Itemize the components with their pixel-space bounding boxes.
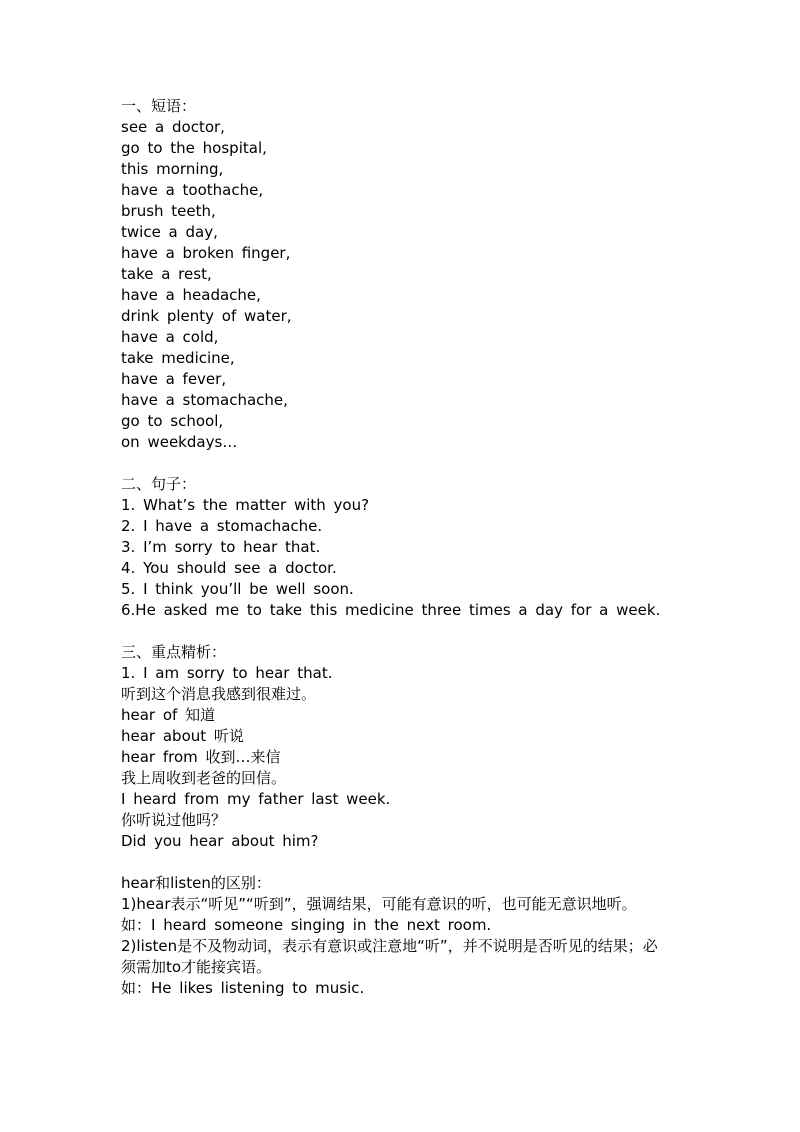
phrase-item: have a toothache, — [121, 181, 264, 199]
phrases-heading: 一、短语： — [121, 97, 197, 115]
phrase-item: twice a day, — [121, 223, 218, 241]
analysis-item: 1. I am sorry to hear that. — [121, 664, 333, 682]
difference-item: 1)hear表示“听见”“听到”，强调结果，可能有意识的听，也可能无意识地听。 — [121, 895, 637, 913]
phrase-item: have a cold, — [121, 328, 219, 346]
difference-item: 须需加to才能接宾语。 — [121, 958, 272, 976]
phrase-item: take a rest, — [121, 265, 212, 283]
analysis-heading: 三、重点精析： — [121, 643, 227, 661]
sentences-heading: 二、句子： — [121, 475, 197, 493]
difference-item: 2)listen是不及物动词，表示有意识或注意地“听”，并不说明是否听见的结果；必 — [121, 937, 658, 955]
analysis-item: hear from 收到…来信 — [121, 748, 281, 766]
sentence-item: 6.He asked me to take this medicine three times a day for a week. — [121, 601, 661, 619]
analysis-item: 我上周收到老爸的回信。 — [121, 769, 287, 787]
sentence-item: 5. I think you’ll be well soon. — [121, 580, 354, 598]
analysis-item: 听到这个消息我感到很难过。 — [121, 685, 317, 703]
sentence-item: 1. What’s the matter with you? — [121, 496, 370, 514]
analysis-item: hear of 知道 — [121, 706, 216, 724]
analysis-item: 你听说过他吗？ — [121, 811, 227, 829]
document-page — [121, 96, 741, 999]
sentence-item: 2. I have a stomachache. — [121, 517, 323, 535]
phrase-item: have a headache, — [121, 286, 261, 304]
phrase-item: see a doctor, — [121, 118, 225, 136]
phrase-item: drink plenty of water, — [121, 307, 292, 325]
difference-item: 如：He likes listening to music. — [121, 979, 365, 997]
phrase-item: this morning, — [121, 160, 224, 178]
phrase-item: take medicine, — [121, 349, 235, 367]
sentence-item: 4. You should see a doctor. — [121, 559, 337, 577]
analysis-item: I heard from my father last week. — [121, 790, 391, 808]
phrase-item: brush teeth, — [121, 202, 216, 220]
difference-heading: hear和listen的区别： — [121, 874, 271, 892]
section-spacer — [121, 852, 741, 873]
phrase-item: have a stomachache, — [121, 391, 288, 409]
section-spacer — [121, 621, 741, 642]
phrase-item: on weekdays… — [121, 433, 238, 451]
phrase-item: go to the hospital, — [121, 139, 267, 157]
difference-item: 如：I heard someone singing in the next room. — [121, 916, 492, 934]
phrase-item: have a fever, — [121, 370, 227, 388]
phrase-item: have a broken finger, — [121, 244, 291, 262]
phrase-item: go to school, — [121, 412, 224, 430]
section-spacer — [121, 453, 741, 474]
analysis-item: hear about 听说 — [121, 727, 244, 745]
sentence-item: 3. I’m sorry to hear that. — [121, 538, 321, 556]
analysis-item: Did you hear about him? — [121, 832, 319, 850]
